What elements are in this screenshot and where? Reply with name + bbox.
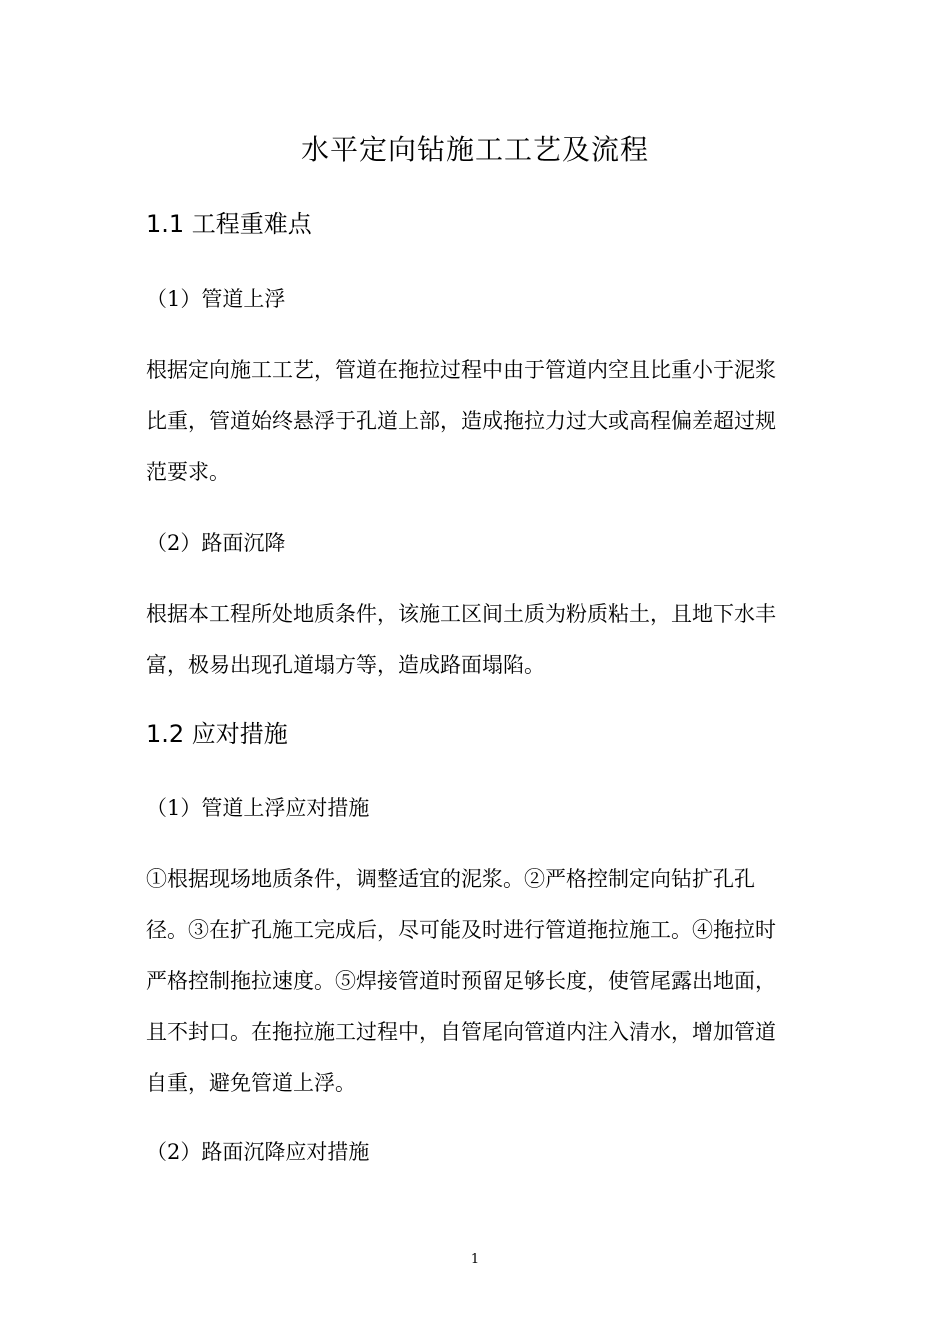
subheading-road-settlement-measures: （2）路面沉降应对措施 bbox=[146, 1140, 370, 1164]
paragraph-line: ①根据现场地质条件，调整适宜的泥浆。②严格控制定向钻扩孔孔 bbox=[146, 867, 755, 891]
document-title: 水平定向钻施工工艺及流程 bbox=[300, 133, 649, 166]
paragraph-pipe-floating bbox=[146, 345, 806, 498]
paragraph-line: 且不封口。在拖拉施工过程中，自管尾向管道内注入清水，增加管道 bbox=[146, 1020, 776, 1044]
paragraph-line: 自重，避免管道上浮。 bbox=[146, 1071, 356, 1095]
paragraph-line: 比重，管道始终悬浮于孔道上部，造成拖拉力过大或高程偏差超过规 bbox=[146, 409, 776, 433]
subheading-pipe-floating: （1）管道上浮 bbox=[146, 287, 286, 311]
paragraph-line: 根据本工程所处地质条件，该施工区间土质为粉质粘土，且地下水丰 bbox=[146, 602, 776, 626]
section-heading-1-2: 1.2 应对措施 bbox=[146, 720, 288, 748]
section-heading-1-1: 1.1 工程重难点 bbox=[146, 210, 312, 238]
paragraph-line: 径。③在扩孔施工完成后，尽可能及时进行管道拖拉施工。④拖拉时 bbox=[146, 918, 776, 942]
subheading-road-settlement: （2）路面沉降 bbox=[146, 531, 286, 555]
page-number: 1 bbox=[470, 1252, 480, 1267]
paragraph-line: 范要求。 bbox=[146, 460, 230, 484]
paragraph-line: 富，极易出现孔道塌方等，造成路面塌陷。 bbox=[146, 653, 545, 677]
paragraph-pipe-floating-measures bbox=[146, 854, 806, 1109]
paragraph-line: 根据定向施工工艺，管道在拖拉过程中由于管道内空且比重小于泥浆 bbox=[146, 358, 776, 382]
subheading-pipe-floating-measures: （1）管道上浮应对措施 bbox=[146, 796, 370, 820]
paragraph-line: 严格控制拖拉速度。⑤焊接管道时预留足够长度，使管尾露出地面， bbox=[146, 969, 776, 993]
paragraph-road-settlement bbox=[146, 589, 806, 691]
